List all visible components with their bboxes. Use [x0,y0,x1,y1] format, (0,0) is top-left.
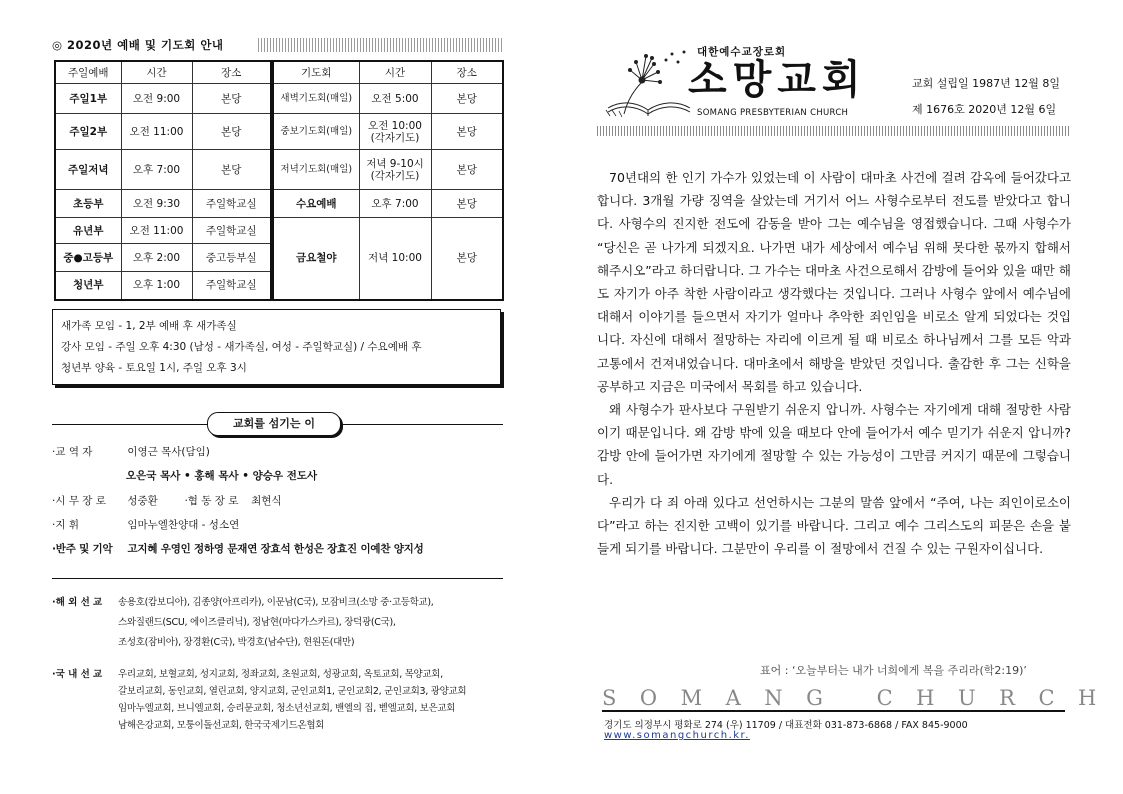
pastor-name: 이영근 목사(담임) [127,446,210,458]
table-cell: 주일학교실 [192,190,271,218]
table-cell: 중보기도회(매일) [273,114,359,150]
assoc-elder-name: 최현식 [251,495,282,507]
table-header: 주일예배 [55,61,121,84]
church-address: 경기도 의정부시 평화로 274 (우) 11709 / 대표전화 031-873-6868 / FAX 845-9000 [604,720,968,731]
table-row [55,218,271,244]
table-row [55,84,271,114]
issue-number-date: 제 1676호 2020년 12월 6일 [912,103,1057,116]
table-row [55,272,271,300]
table-cell: 본당 [431,218,503,300]
elder-row [52,493,282,508]
table-header: 장소 [192,61,271,84]
table-cell: 새벽기도회(매일) [273,84,359,114]
brand-banner: SOMANG CHURCH [602,686,1120,710]
table-header-row [273,61,503,84]
schedule-title: ◎ 2020년 예배 및 기도회 안내 [52,38,224,52]
table-cell: 오전 11:00 [121,114,192,150]
elder-label: ·시 무 장 로 [52,495,106,507]
domestic-mission-line: 임마누엘교회, 브니엘교회, 승리문교회, 청소년선교회, 밴엘의 집, 벧엘교회, 보은교회 [118,703,456,714]
conductor-row [52,517,239,532]
table-cell: 주일저녁 [55,150,121,190]
table-header-row [55,61,271,84]
table-row [55,114,271,150]
table-cell: 본당 [192,84,271,114]
table-cell: 본당 [431,190,503,218]
table-cell: 주일1부 [55,84,121,114]
church-motto: 표어 : ‘오늘부터는 내가 너희에게 복을 주리라(학2:19)’ [760,664,1027,677]
table-cell: 오후 7:00 [121,150,192,190]
table-cell: 저녁기도회(매일) [273,150,359,190]
sermon-column [597,166,1071,560]
table-row [55,150,271,190]
notice-line: 새가족 모임 - 1, 2부 예배 후 새가족실 [61,320,237,332]
overseas-mission-line: 송용호(캄보디아), 김종양(아프리카), 이문남(C국), 모잠비크(소망 중·고등학교), [118,597,434,608]
header-shading-bar [597,126,1069,136]
conductor-label: ·지 휘 [52,519,79,531]
table-cell: 오전 9:30 [121,190,192,218]
assoc-elder-label: ·협 동 장 로 [184,495,239,507]
website-link[interactable]: www.somangchurch.kr. [604,730,750,741]
domestic-mission-line: 갈보리교회, 동인교회, 열린교회, 양지교회, 군인교회1, 군인교회2, 군인교회3, 광양교회 [118,686,467,697]
table-row [55,190,271,218]
sermon-paragraph: 우리가 다 죄 아래 있다고 선언하시는 그분의 말씀 앞에서 “주여, 나는 죄인이로소이다”라고 하는 진지한 고백이 있기를 바랍니다. 그리고 예수 그리스도의 피묻은 손을 붙들게 되기를 바랍니다. 그분만이 우리를 이 절망에서 건질 수 있는 구원자이십니다. [597,494,1071,557]
table-cell: 본당 [192,114,271,150]
elder-name: 성중환 [127,495,158,507]
table-row [55,244,271,272]
table-cell: 오후 7:00 [359,190,431,218]
table-header: 장소 [431,61,503,84]
table-cell: 오전 10:00 (각자기도) [359,114,431,150]
table-cell: 금요철야 [273,218,359,300]
table-cell: 주일2부 [55,114,121,150]
table-cell: 오후 2:00 [121,244,192,272]
church-logo-icon [602,42,694,120]
denomination-name: 대한예수교장로회 [697,46,787,58]
domestic-mission-line: 우리교회, 보혈교회, 성지교회, 정좌교회, 초원교회, 성광교회, 옥토교회, 목양교회, [118,669,443,680]
notice-line: 청년부 양육 - 토요일 1시, 주일 오후 3시 [61,362,247,374]
section-divider [52,578,503,579]
notice-box [52,309,501,385]
table-row [273,218,503,300]
domestic-mission-label: ·국 내 선 교 [52,669,103,680]
table-cell: 오전 5:00 [359,84,431,114]
pastor-staff: 오은국 목사 • 홍해 목사 • 양승우 전도사 [126,470,318,482]
sermon-paragraph: 왜 사형수가 판사보다 구원받기 쉬운지 압니까. 사형수는 자기에게 대해 절망한 사람이기 때문입니다. 왜 감방 밖에 있을 때보다 안에 들어가서 예수 믿기가 쉬운지 압니까? 감방 안에 들어가면 자기에게 절망할 수 있는 가능성이 그만큼 커지기 때문에 그렇습니다. [597,402,1071,487]
table-row [273,190,503,218]
founding-date: 교회 설립일 1987년 12월 8일 [912,77,1060,90]
table-cell: 주일학교실 [192,272,271,300]
domestic-mission-line: 남해은강교회, 모퉁이돌선교회, 한국국제기드온협회 [118,720,325,731]
table-header: 시간 [121,61,192,84]
table-cell: 저녁 9-10시 (각자기도) [359,150,431,190]
table-cell: 중●고등부 [55,244,121,272]
title-shading-bar [258,38,504,52]
table-header: 시간 [359,61,431,84]
worship-schedule-table [54,60,272,301]
church-english-name: SOMANG PRESBYTERIAN CHURCH [697,108,849,118]
music-names: 고지혜 우영인 정하영 문재연 장효석 한성은 장효진 이예찬 양지성 [127,543,424,555]
table-header: 기도회 [273,61,359,84]
table-cell: 오전 11:00 [121,218,192,244]
overseas-mission-line: 조성호(잠비아), 장경환(C국), 박경호(남수단), 현원돈(대만) [118,637,355,648]
pastor-label: ·교 역 자 [52,446,93,458]
table-row [273,114,503,150]
servants-section-title: 교회를 섬기는 이 [207,412,341,436]
table-cell: 유년부 [55,218,121,244]
table-cell: 청년부 [55,272,121,300]
table-cell: 본당 [192,150,271,190]
table-cell: 주일학교실 [192,218,271,244]
table-cell: 수요예배 [273,190,359,218]
conductor-name: 임마누엘찬양대 - 성소연 [127,519,240,531]
table-cell: 초등부 [55,190,121,218]
table-cell: 중고등부실 [192,244,271,272]
sermon-paragraph: 70년대의 한 인기 가수가 있었는데 이 사람이 대마초 사건에 걸려 감옥에 들어갔다고 합니다. 3개월 가량 징역을 살았는데 거기서 어느 사형수로부터 전도를 받았다고 합니다. 사형수의 진지한 전도에 감동을 받아 그는 예수님을 영접했습니다. 그때 사형수가 “당신은 곧 나가게 되겠지요. 나가면 내가 세상에서 예수님 위해 못다한 몫까지 합해서 해주시오”라고 하더랍니다. 그 가수는 대마초 사건으로해서 감방에 들어와 있을 때만 해도 자기가 아주 착한 사람이라고 생각했다는 것입니다. 그러나 사형수 앞에서 예수님에 대해서 이야기를 들으면서 자기가 얼마나 추악한 죄인임을 비로소 알게 되었다는 것입니다. 자신에 대해서 절망하는 자리에 이르게 될 때 비로소 하나님께서 그를 모든 악과 고통에서 건져내었습니다. 대마초에서 해방을 받았던 것입니다. 출감한 후 그는 신학을 공부하고 지금은 미국에서 목회를 하고 있습니다. [597,170,1071,394]
table-row [273,84,503,114]
table-cell: 오후 1:00 [121,272,192,300]
church-name: 소망교회 [688,57,867,103]
table-cell: 본당 [431,84,503,114]
overseas-mission-line: 스와질랜드(SCU, 에이즈클리닉), 정남현(마다가스카르), 장덕광(C국), [118,617,396,628]
pastor-row [52,444,210,459]
table-cell: 오전 9:00 [121,84,192,114]
table-row [273,150,503,190]
prayer-schedule-table [272,60,504,301]
overseas-mission-label: ·해 외 선 교 [52,597,103,608]
table-cell: 저녁 10:00 [359,218,431,300]
notice-line: 강사 모임 - 주일 오후 4:30 (남성 - 새가족실, 여성 - 주일학교실) / 수요예배 후 [61,341,422,353]
table-cell: 본당 [431,150,503,190]
table-cell: 본당 [431,114,503,150]
music-row [52,541,424,556]
music-label: ·반주 및 기악 [52,543,113,555]
